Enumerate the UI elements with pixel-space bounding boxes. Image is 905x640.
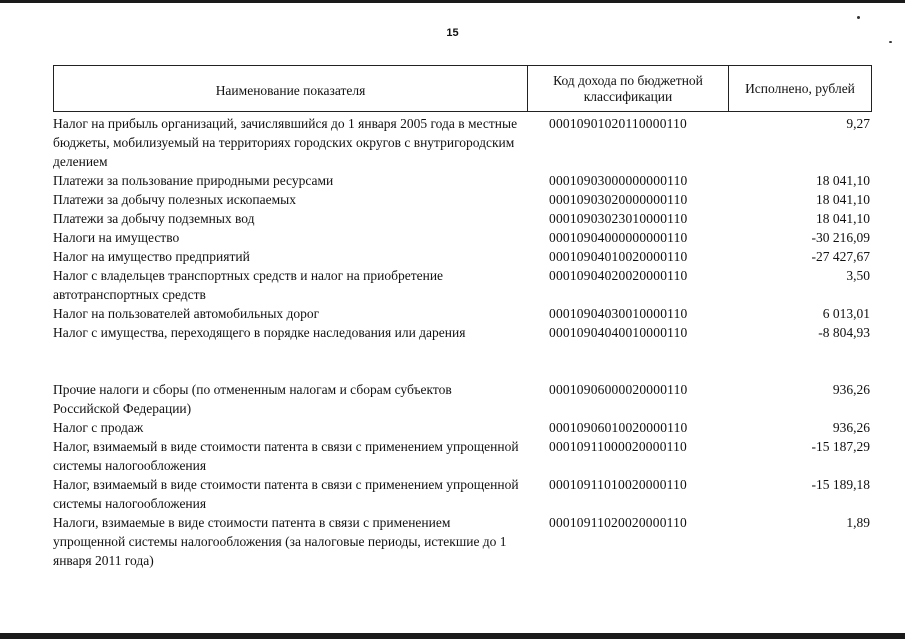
row-amount: 3,50 [846,268,870,283]
row-name: Налоги, взимаемые в виде стоимости патента в связи с применением упрощенной системы налогообложения (за налоговые периоды, истекшие до 1 января 2011 года) [53,515,507,568]
row-spacer [53,361,872,380]
row-amount: 936,26 [832,420,870,435]
table-row [53,228,872,247]
table-row [53,475,872,513]
table-row [53,114,872,171]
row-code: 00010903023010000110 [549,211,688,226]
table-row [53,190,872,209]
row-name: Платежи за добычу подземных вод [53,211,255,226]
row-amount: 936,26 [832,382,870,397]
row-name: Налог, взимаемый в виде стоимости патента в связи с применением упрощенной системы налогообложения [53,477,519,511]
row-code: 00010904000000000110 [549,230,688,245]
table-row [53,380,872,418]
table-row [53,513,872,570]
header-code: Код дохода по бюджетной классификации [528,66,729,111]
row-amount: -8 804,93 [818,325,870,340]
row-amount: -27 427,67 [811,249,870,264]
row-code: 00010906000020000110 [549,382,688,397]
row-code: 00010911000020000110 [549,439,687,454]
row-amount: 18 041,10 [816,211,870,226]
table-row [53,266,872,304]
row-name: Налоги на имущество [53,230,180,245]
row-code: 00010903000000000110 [549,173,688,188]
bottom-border [0,633,905,639]
table-row [53,171,872,190]
row-amount: -30 216,09 [811,230,870,245]
scan-speck [857,16,860,19]
row-name: Прочие налоги и сборы (по отмененным налогам и сборам субъектов Российской Федерации) [53,382,452,416]
row-name: Налог на пользователей автомобильных дорог [53,306,320,321]
row-code: 00010904030010000110 [549,306,688,321]
table-header [53,65,872,112]
row-name: Платежи за пользование природными ресурсами [53,173,334,188]
row-code: 00010904020020000110 [549,268,688,283]
row-amount: 1,89 [846,515,870,530]
row-spacer [53,342,872,361]
row-code: 00010911010020000110 [549,477,687,492]
row-name: Налог, взимаемый в виде стоимости патента в связи с применением упрощенной системы налогообложения [53,439,519,473]
row-code: 00010903020000000110 [549,192,688,207]
row-amount: 18 041,10 [816,192,870,207]
row-code: 00010901020110000110 [549,116,687,131]
header-amount: Исполнено, рублей [745,80,855,96]
row-name: Налог на прибыль организаций, зачислявшийся до 1 января 2005 года в местные бюджеты, мобилизуемый на территориях городских округов с внутригородским делением [53,116,518,169]
table-row [53,323,872,342]
row-name: Налог с имущества, переходящего в порядке наследования или дарения [53,325,466,340]
row-amount: 9,27 [846,116,870,131]
scan-speck [889,41,892,43]
row-name: Налог с владельцев транспортных средств и налог на приобретение автотранспортных средств [53,268,444,302]
table-row [53,209,872,228]
row-amount: -15 187,29 [811,439,870,454]
row-code: 00010906010020000110 [549,420,688,435]
row-code: 00010904010020000110 [549,249,688,264]
table-row [53,437,872,475]
table-body [53,114,872,570]
table-row [53,304,872,323]
table-row [53,247,872,266]
row-name: Налог с продаж [53,420,144,435]
top-border [0,0,905,3]
row-code: 00010911020020000110 [549,515,687,530]
row-name: Налог на имущество предприятий [53,249,250,264]
row-amount: 6 013,01 [822,306,870,321]
table-row [53,418,872,437]
row-amount: 18 041,10 [816,173,870,188]
row-amount: -15 189,18 [811,477,870,492]
header-name: Наименование показателя [54,66,528,111]
row-name: Платежи за добычу полезных ископаемых [53,192,296,207]
page-number: 15 [446,27,459,39]
row-code: 00010904040010000110 [549,325,688,340]
